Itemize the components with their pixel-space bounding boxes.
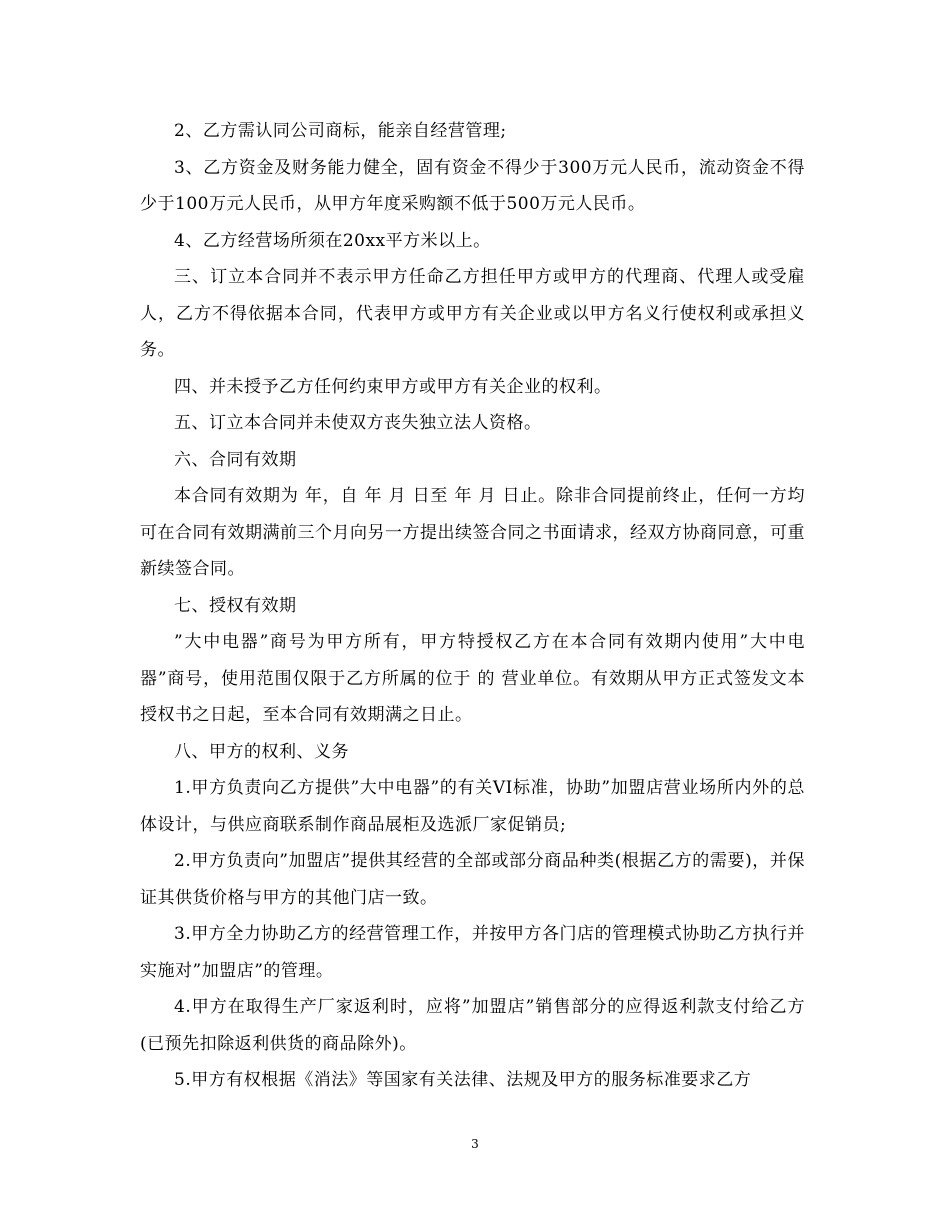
- paragraph-1: 2、乙方需认同公司商标，能亲自经营管理;: [174, 121, 507, 141]
- page-number: 3: [471, 1137, 479, 1151]
- paragraph-item-4: 4.甲方在取得生产厂家返利时，应将”加盟店”销售部分的应得返利款支付给乙方(已预先扣除返利供货的商品除外)。: [140, 997, 805, 1054]
- paragraph-2: 3、乙方资金及财务能力健全，固有资金不得少于300万元人民币，流动资金不得少于100万元人民币，从甲方年度采购额不低于500万元人民币。: [140, 157, 805, 214]
- document-body: [140, 113, 805, 1099]
- paragraph-6: 五、订立本合同并未使双方丧失独立法人资格。: [174, 413, 542, 433]
- paragraph-term-body: 本合同有效期为 年，自 年 月 日至 年 月 日止。除非合同提前终止，任何一方均可在合同有效期满前三个月向另一方提出续签合同之书面请求，经双方协商同意，可重新续签合同。: [140, 486, 805, 579]
- section-heading-party-a-rights: 八、甲方的权利、义务: [174, 741, 349, 762]
- paragraph-item-2: 2.甲方负责向”加盟店”提供其经营的全部或部分商品种类(根据乙方的需要)，并保证其供货价格与甲方的其他门店一致。: [140, 851, 805, 908]
- paragraph-item-1: 1.甲方负责向乙方提供”大中电器”的有关VI标准，协助”加盟店营业场所内外的总体设计，与供应商联系制作商品展柜及选派厂家促销员;: [140, 778, 805, 835]
- section-heading-authorization: 七、授权有效期: [174, 595, 297, 616]
- paragraph-item-3: 3.甲方全力协助乙方的经营管理工作，并按甲方各门店的管理模式协助乙方执行并实施对”加盟店”的管理。: [140, 924, 805, 981]
- section-heading-term: 六、合同有效期: [174, 449, 297, 470]
- paragraph-item-5: 5.甲方有权根据《消法》等国家有关法律、法规及甲方的服务标准要求乙方: [174, 1070, 752, 1090]
- paragraph-5: 四、并未授予乙方任何约束甲方或甲方有关企业的权利。: [174, 376, 612, 397]
- paragraph-4: 三、订立本合同并不表示甲方任命乙方担任甲方或甲方的代理商、代理人或受雇人，乙方不得依据本合同，代表甲方或甲方有关企业或以甲方名义行使权利或承担义务。: [140, 267, 805, 360]
- paragraph-authorization-body: ”大中电器”商号为甲方所有，甲方特授权乙方在本合同有效期内使用”大中电器”商号，使用范围仅限于乙方所属的位于 的 营业单位。有效期从甲方正式签发文本授权书之日起，至本合同有效期满之日止。: [140, 632, 805, 725]
- paragraph-3: 4、乙方经营场所须在20xx平方米以上。: [174, 230, 491, 251]
